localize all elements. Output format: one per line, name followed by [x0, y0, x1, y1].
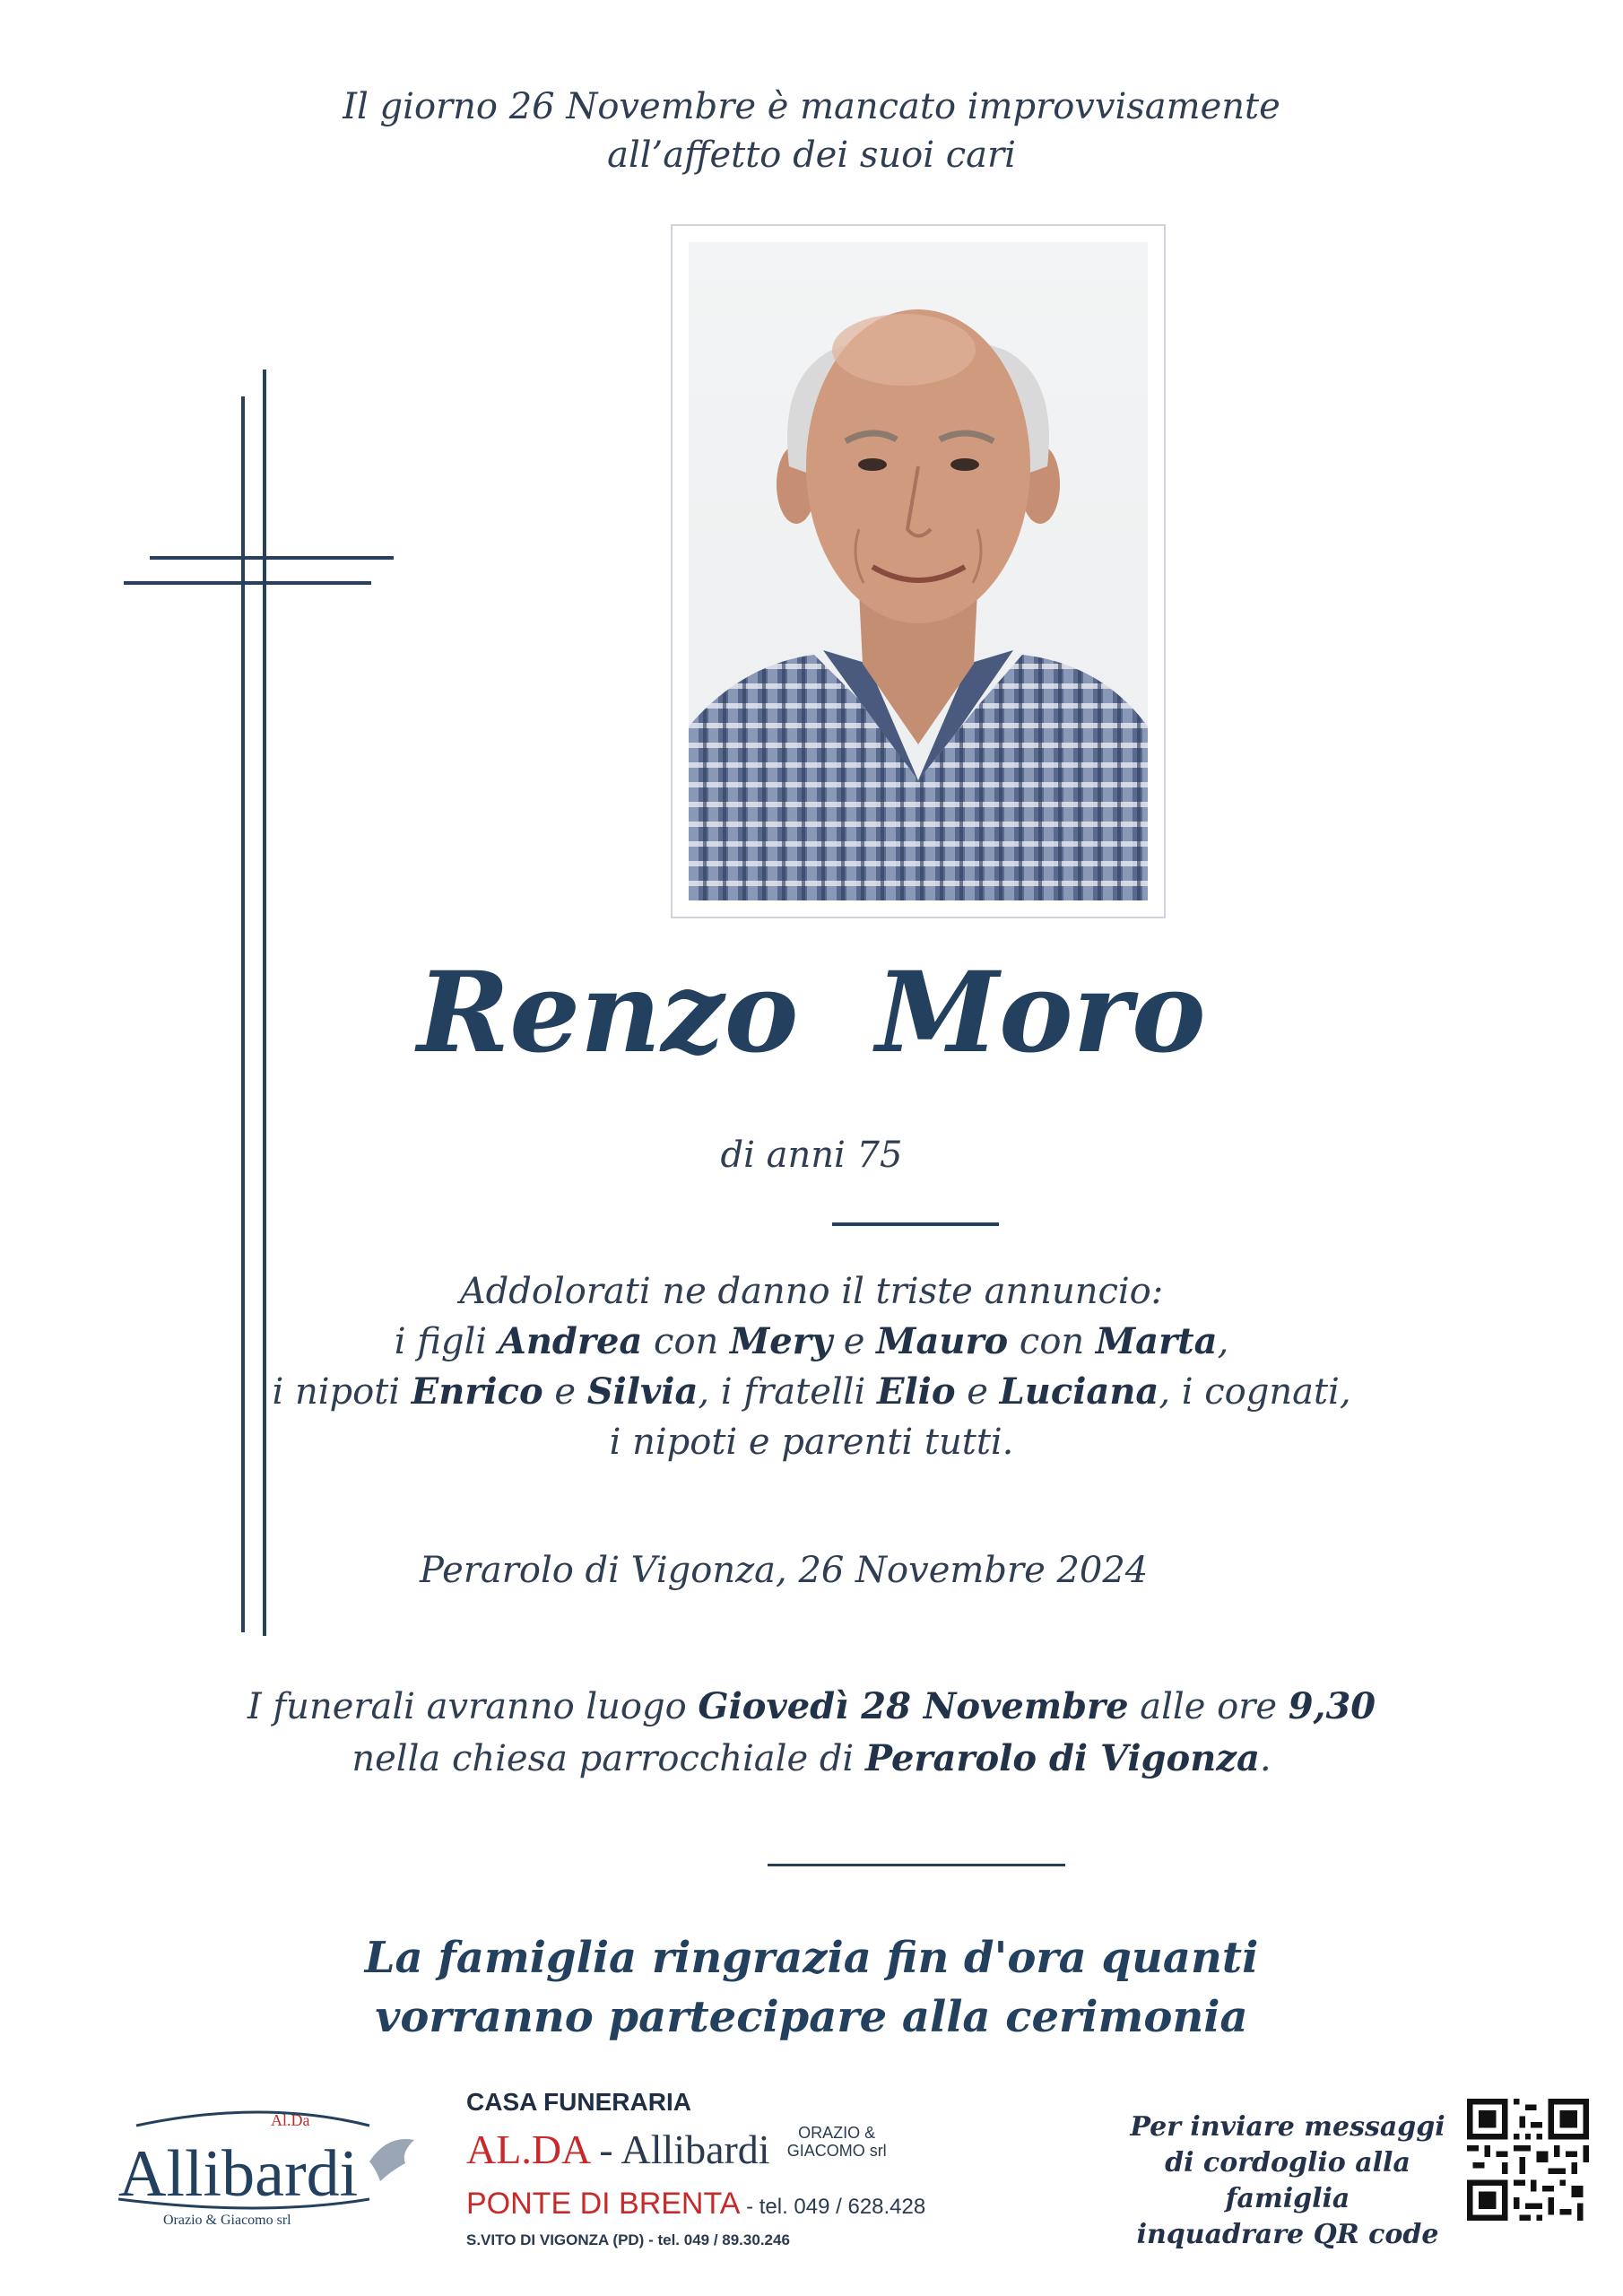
text-fragment: i figli [394, 1321, 499, 1362]
srl-line-1: ORAZIO & [798, 2124, 876, 2142]
name-andrea: Andrea [498, 1320, 643, 1362]
qr-code-icon [1467, 2099, 1589, 2221]
brand-srl [787, 2124, 887, 2160]
divider-short [832, 1222, 999, 1226]
funeral-time: 9,30 [1288, 1685, 1376, 1727]
name-enrico: Enrico [411, 1370, 543, 1413]
cross-horizontal-top [150, 556, 394, 560]
intro-line-2: all’affetto dei suoi cari [607, 135, 1016, 176]
qr-line-1: Per inviare messaggi [1130, 2111, 1445, 2143]
ponte-di-brenta-row [466, 2187, 925, 2222]
funeral-line-2 [0, 1733, 1623, 1785]
srl-line-2: GIACOMO srl [786, 2142, 887, 2160]
logo-top-text: Al.Da [271, 2111, 310, 2129]
name-mery: Mery [730, 1320, 833, 1362]
qr-line-3: inquadrare QR code [1136, 2219, 1439, 2250]
allibardi-logo [100, 2099, 423, 2233]
intro-text [0, 83, 1623, 179]
portrait-frame [671, 224, 1166, 918]
portrait-illustration [689, 242, 1148, 900]
dove-icon [369, 2139, 414, 2181]
text-fragment: e [542, 1371, 587, 1413]
deceased-age: di anni 75 [720, 1135, 903, 1176]
name-marta: Marta [1095, 1320, 1218, 1362]
phone-ponte: - tel. 049 / 628.428 [740, 2195, 926, 2219]
thanks-line-1: La famiglia ringrazia fin d'ora quanti [364, 1933, 1259, 1983]
divider-long [768, 1864, 1065, 1866]
name-mauro: Mauro [876, 1320, 1009, 1362]
logo-main-text: Allibardi [118, 2137, 359, 2211]
qr-line-2: di cordoglio alla famiglia [1165, 2147, 1410, 2214]
text-fragment: alle ore [1128, 1686, 1289, 1727]
text-fragment: i nipoti [272, 1371, 412, 1413]
text-fragment: con [642, 1321, 731, 1362]
funeral-home-brand [466, 2124, 887, 2173]
funeral-date: Giovedì 28 Novembre [698, 1685, 1129, 1727]
text-fragment: , i cognati, [1159, 1371, 1351, 1413]
text-fragment: . [1259, 1738, 1271, 1779]
text-fragment: I funerali avranno luogo [247, 1686, 699, 1727]
family-announcement [0, 1266, 1623, 1467]
funeral-info [0, 1681, 1623, 1785]
announcement-line-1: Addolorati ne danno il triste annuncio: [459, 1271, 1164, 1312]
cross-horizontal-bottom [124, 581, 371, 585]
logo-sub-text: Orazio & Giacomo srl [163, 2213, 291, 2228]
thanks-message [0, 1928, 1623, 2047]
funeral-line-1 [0, 1681, 1623, 1733]
place-date: Perarolo di Vigonza, 26 Novembre 2024 [420, 1550, 1149, 1591]
ponte-di-brenta: PONTE DI BRENTA [466, 2187, 741, 2221]
text-fragment: e [955, 1371, 1000, 1413]
name-elio: Elio [876, 1370, 956, 1413]
qr-instructions [1108, 2109, 1467, 2253]
text-fragment: e [832, 1321, 877, 1362]
announcement-line-4: i nipoti e parenti tutti. [609, 1422, 1014, 1463]
brand-allibardi: Allibardi [621, 2126, 770, 2172]
text-fragment: con [1008, 1321, 1096, 1362]
name-luciana: Luciana [999, 1370, 1159, 1413]
announcement-line-2 [0, 1317, 1623, 1367]
text-fragment: , i fratelli [698, 1371, 877, 1413]
thanks-line-2: vorranno partecipare alla cerimonia [375, 1992, 1248, 2042]
svito-address: S.VITO DI VIGONZA (PD) - tel. 049 / 89.30.246 [466, 2231, 790, 2248]
portrait-photo [689, 242, 1148, 900]
qr-code[interactable] [1467, 2099, 1589, 2221]
deceased-name: Renzo Moro [417, 948, 1206, 1078]
logo-graphic [100, 2099, 423, 2233]
text-fragment: , [1217, 1321, 1229, 1362]
casa-funeraria-heading: CASA FUNERARIA [466, 2088, 691, 2116]
name-silvia: Silvia [586, 1370, 699, 1413]
brand-dash: - [588, 2126, 621, 2172]
brand-alda: AL.DA [466, 2126, 589, 2172]
text-fragment: nella chiesa parrocchiale di [352, 1738, 865, 1779]
announcement-line-3 [0, 1367, 1623, 1417]
intro-line-1: Il giorno 26 Novembre è mancato improvvisamente [343, 86, 1280, 127]
funeral-place: Perarolo di Vigonza [864, 1737, 1260, 1779]
